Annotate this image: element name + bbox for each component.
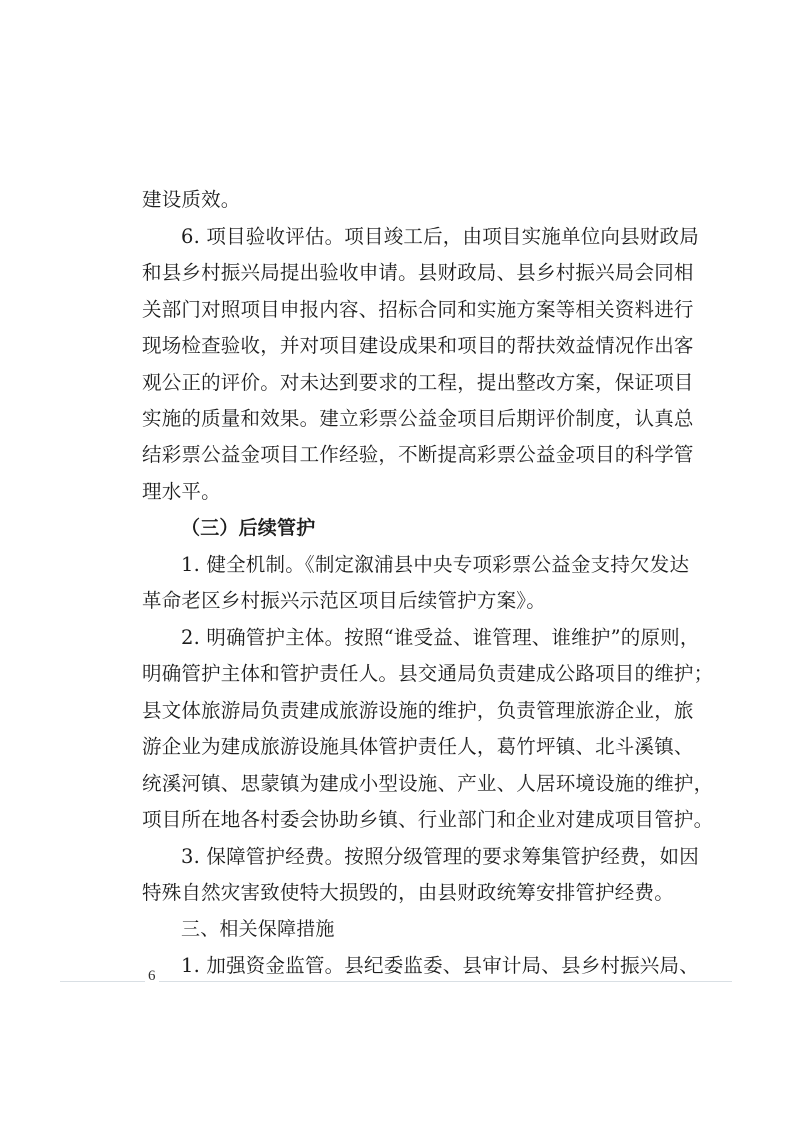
paragraph-line: 理水平。: [142, 480, 221, 503]
paragraph-line: 3. 保障管护经费。按照分级管理的要求筹集管护经费，如因: [181, 845, 699, 868]
paragraph-line: 游企业为建成旅游设施具体管护责任人，葛竹坪镇、北斗溪镇、: [142, 735, 694, 758]
chapter-heading: 三、相关保障措施: [181, 918, 335, 940]
paragraph-line: 特殊自然灾害致使特大损毁的，由县财政统筹安排管护经费。: [142, 881, 674, 904]
paragraph-line: 1. 加强资金监管。县纪委监委、县审计局、县乡村振兴局、: [181, 954, 699, 977]
paragraph-line: 革命老区乡村振兴示范区项目后续管护方案》。: [142, 589, 546, 612]
page-number: 6: [145, 968, 159, 985]
paragraph-line: 项目所在地各村委会协助乡镇、行业部门和企业对建成项目管护。: [142, 808, 714, 831]
paragraph-line: 6. 项目验收评估。项目竣工后，由项目实施单位向县财政局: [181, 225, 699, 248]
paragraph-line: 2. 明确管护主体。按照“谁受益、谁管理、谁维护”的原则，: [181, 626, 700, 649]
paragraph-line: 1. 健全机制。《制定溆浦县中央专项彩票公益金支持欠发达: [181, 553, 690, 576]
paragraph-line: 实施的质量和效果。建立彩票公益金项目后期评价制度，认真总: [142, 407, 694, 430]
paragraph-line: 建设质效。: [142, 188, 241, 211]
paragraph-line: 统溪河镇、思蒙镇为建成小型设施、产业、人居环境设施的维护，: [142, 772, 714, 795]
footer-divider: [60, 981, 732, 982]
paragraph-line: 和县乡村振兴局提出验收申请。县财政局、县乡村振兴局会同相: [142, 261, 694, 284]
paragraph-line: 明确管护主体和管护责任人。县交通局负责建成公路项目的维护；: [142, 662, 714, 685]
paragraph-line: 现场检查验收，并对项目建设成果和项目的帮扶效益情况作出客: [142, 334, 694, 357]
paragraph-line: 县文体旅游局负责建成旅游设施的维护，负责管理旅游企业，旅: [142, 699, 694, 722]
paragraph-line: 关部门对照项目申报内容、招标合同和实施方案等相关资料进行: [142, 298, 694, 321]
section-heading: （三）后续管护: [181, 517, 316, 539]
paragraph-line: 观公正的评价。对未达到要求的工程，提出整改方案，保证项目: [142, 371, 694, 394]
paragraph-line: 结彩票公益金项目工作经验，不断提高彩票公益金项目的科学管: [142, 443, 694, 466]
